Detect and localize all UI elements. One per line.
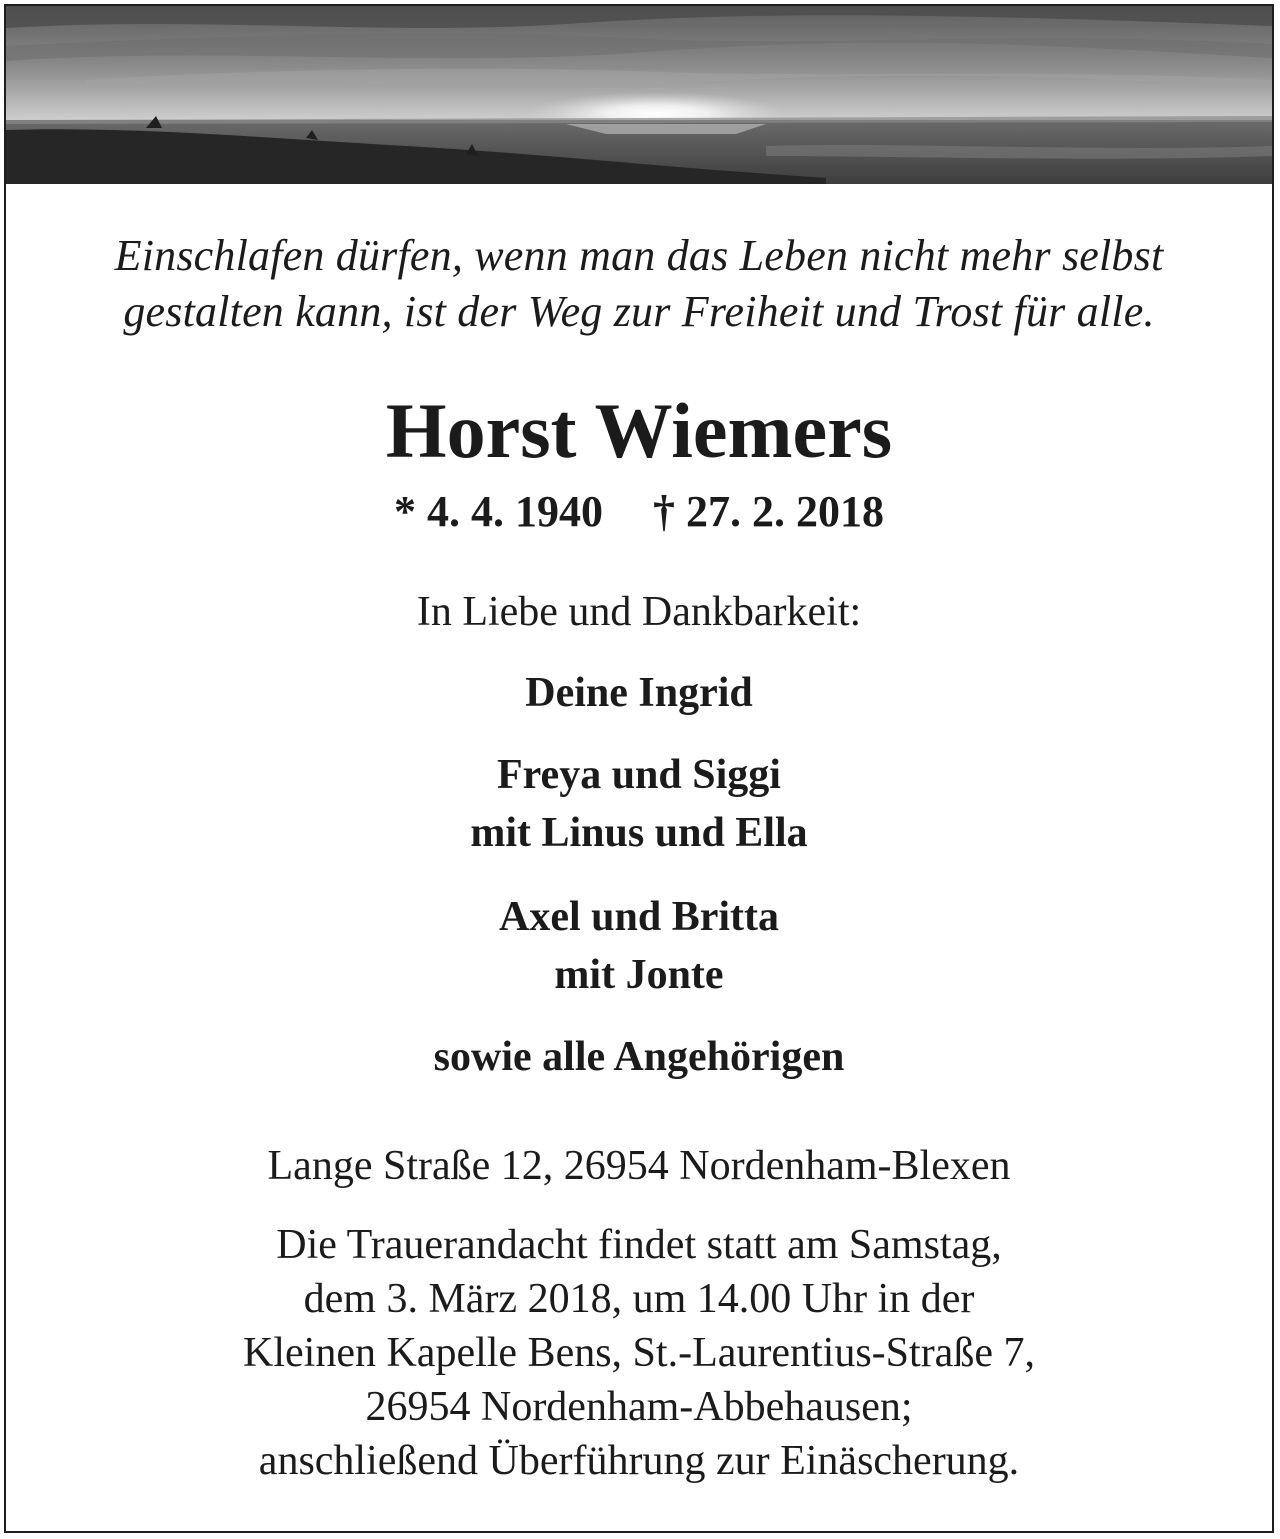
mourner-group <box>6 746 1272 862</box>
service-line: anschließend Überführung zur Einäscherung. <box>258 1438 1020 1484</box>
quote <box>6 228 1272 340</box>
mourner-line: mit Jonte <box>554 952 724 998</box>
service-line: 26954 Nordenham-Abbehausen; <box>365 1384 913 1430</box>
mourner-group <box>6 888 1272 1004</box>
sea-sunset-photo <box>6 6 1272 184</box>
mourner-line: Axel und Britta <box>498 894 779 940</box>
mourner-group <box>6 1028 1272 1086</box>
service-line: dem 3. März 2018, um 14.00 Uhr in der <box>303 1276 975 1322</box>
service-line: Kleinen Kapelle Bens, St.-Laurentius-Straße 7, <box>243 1330 1035 1376</box>
mourner-line: Freya und Siggi <box>497 752 781 798</box>
obituary-notice <box>4 4 1274 1533</box>
quote-line: gestalten kann, ist der Weg zur Freiheit und Trost für alle. <box>123 287 1155 336</box>
life-dates <box>6 484 1272 540</box>
birth-date: * 4. 4. 1940 <box>394 487 603 536</box>
dedication-intro: In Liebe und Dankbarkeit: <box>416 589 862 635</box>
service-details <box>6 1218 1272 1488</box>
death-date: † 27. 2. 2018 <box>653 487 884 536</box>
mourner-group <box>6 664 1272 722</box>
address: Lange Straße 12, 26954 Nordenham-Blexen <box>267 1143 1011 1189</box>
deceased-name: Horst Wiemers <box>385 387 893 474</box>
service-line: Die Trauerandacht findet statt am Samstag, <box>276 1222 1002 1268</box>
mourner-line: Deine Ingrid <box>525 670 753 716</box>
mourner-line: mit Linus und Ella <box>470 810 808 856</box>
mourner-line: sowie alle Angehörigen <box>433 1034 845 1080</box>
quote-line: Einschlafen dürfen, wenn man das Leben nicht mehr selbst <box>114 231 1164 280</box>
